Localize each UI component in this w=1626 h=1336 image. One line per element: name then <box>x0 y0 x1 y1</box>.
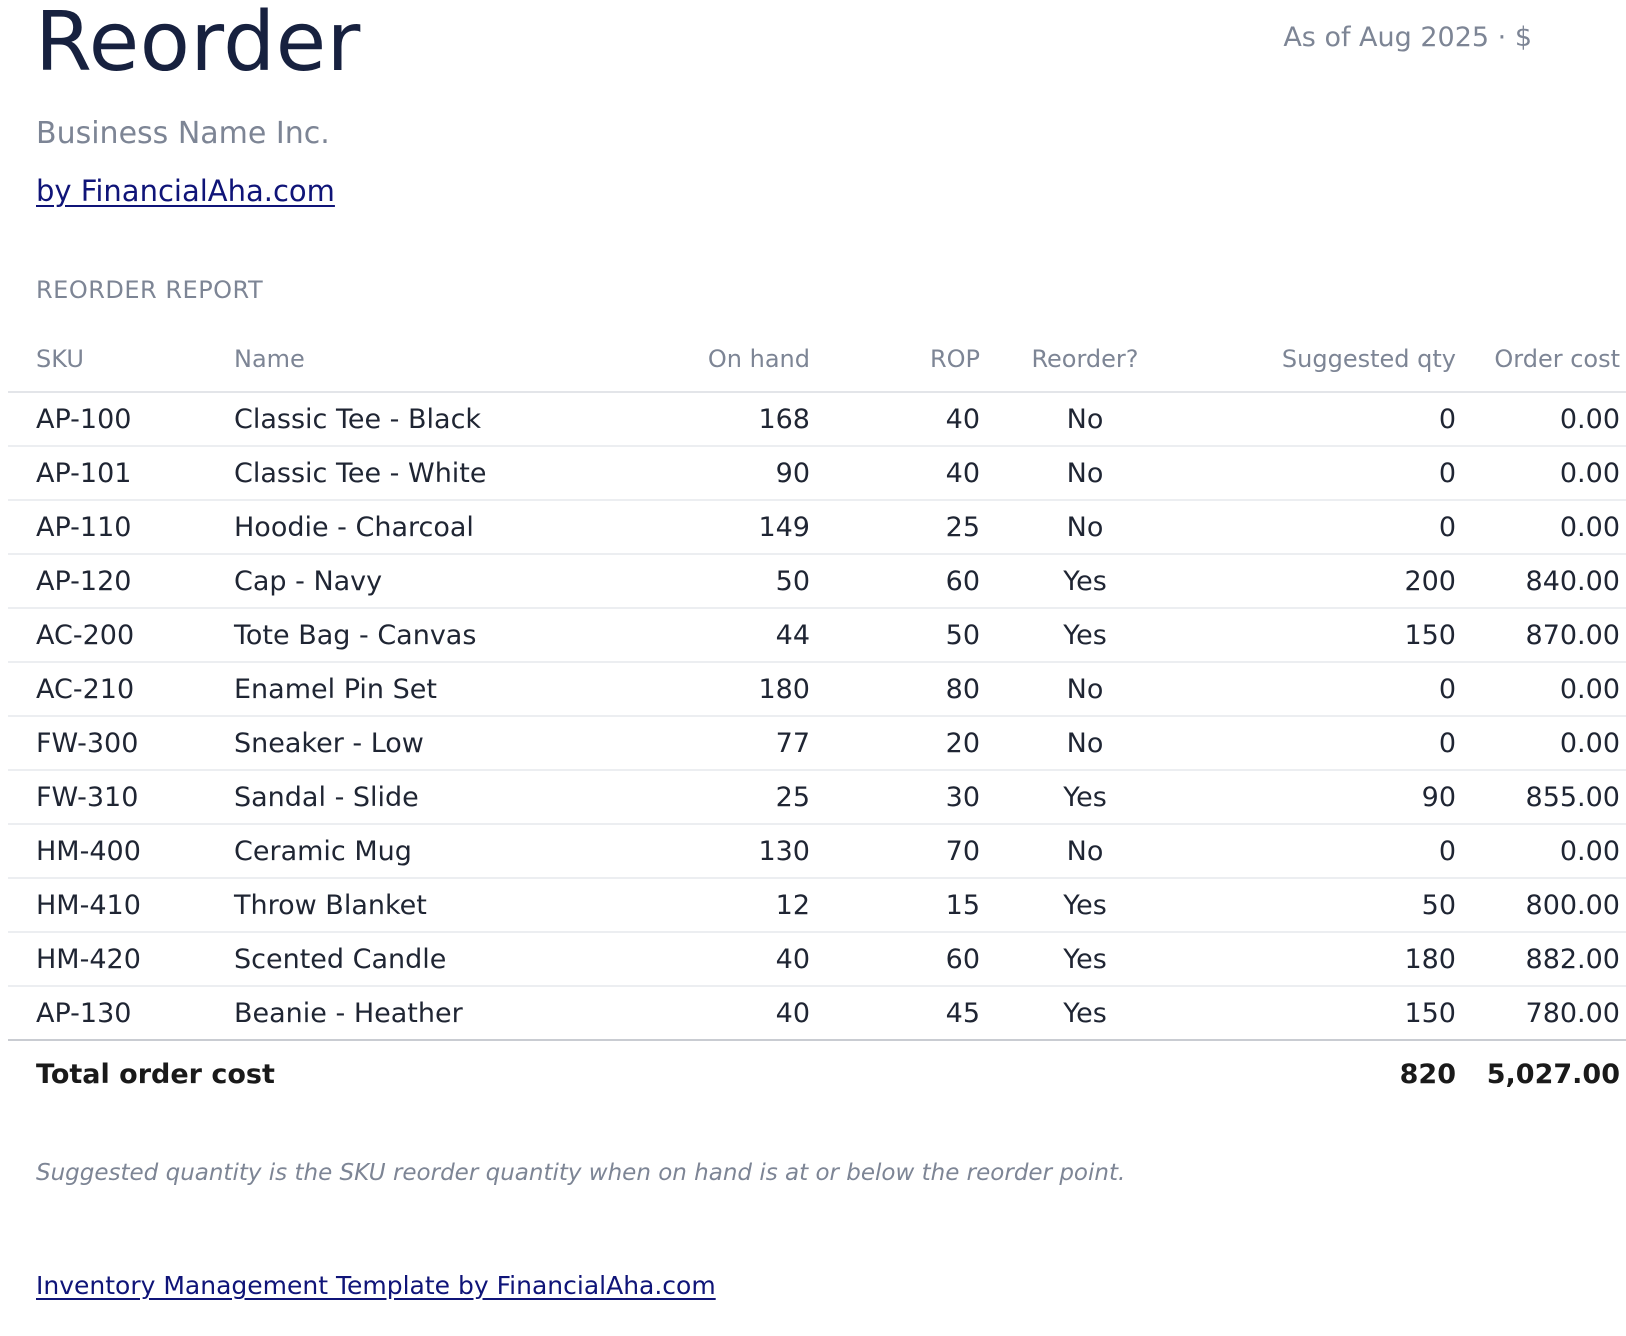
cell-name: Throw Blanket <box>234 878 554 932</box>
cell-sku: AP-130 <box>8 986 234 1040</box>
cell-reorder: No <box>980 392 1190 446</box>
cell-sku: HM-400 <box>8 824 234 878</box>
total-empty-reorder <box>980 1040 1190 1107</box>
cell-suggested-qty: 0 <box>1190 500 1456 554</box>
table-row <box>8 608 1626 662</box>
cell-on-hand: 130 <box>554 824 810 878</box>
total-label: Total order cost <box>36 1058 275 1090</box>
column-header-order-cost: Order cost <box>1456 331 1626 392</box>
cell-rop: 60 <box>810 554 980 608</box>
cell-name: Hoodie - Charcoal <box>234 500 554 554</box>
cell-suggested-qty: 50 <box>1190 878 1456 932</box>
cell-on-hand: 44 <box>554 608 810 662</box>
cell-rop: 80 <box>810 662 980 716</box>
company-name: Business Name Inc. <box>36 116 330 151</box>
cell-on-hand: 90 <box>554 446 810 500</box>
cell-reorder: No <box>980 662 1190 716</box>
total-row <box>8 1040 1626 1107</box>
cell-rop: 40 <box>810 392 980 446</box>
cell-name: Tote Bag - Canvas <box>234 608 554 662</box>
table-header-row <box>8 331 1626 392</box>
cell-sku: AC-210 <box>8 662 234 716</box>
cell-on-hand: 180 <box>554 662 810 716</box>
cell-name: Beanie - Heather <box>234 986 554 1040</box>
column-header-sku: SKU <box>8 331 234 392</box>
cell-order-cost: 0.00 <box>1456 824 1626 878</box>
cell-order-cost: 0.00 <box>1456 392 1626 446</box>
column-header-suggested-qty: Suggested qty <box>1190 331 1456 392</box>
cell-suggested-qty: 200 <box>1190 554 1456 608</box>
table-row <box>8 554 1626 608</box>
total-order-cost: 5,027.00 <box>1486 1058 1620 1090</box>
cell-reorder: No <box>980 716 1190 770</box>
as-of-date: As of Aug 2025 · $ <box>1283 22 1532 53</box>
cell-reorder: Yes <box>980 608 1190 662</box>
cell-order-cost: 0.00 <box>1456 446 1626 500</box>
cell-name: Ceramic Mug <box>234 824 554 878</box>
cell-sku: AP-101 <box>8 446 234 500</box>
cell-name: Scented Candle <box>234 932 554 986</box>
cell-reorder: Yes <box>980 878 1190 932</box>
cell-suggested-qty: 0 <box>1190 662 1456 716</box>
cell-on-hand: 50 <box>554 554 810 608</box>
table-row <box>8 824 1626 878</box>
cell-order-cost: 855.00 <box>1456 770 1626 824</box>
column-header-on-hand: On hand <box>554 331 810 392</box>
cell-sku: HM-420 <box>8 932 234 986</box>
table-row <box>8 662 1626 716</box>
cell-order-cost: 0.00 <box>1456 716 1626 770</box>
column-header-rop: ROP <box>810 331 980 392</box>
cell-on-hand: 77 <box>554 716 810 770</box>
byline-link[interactable]: by FinancialAha.com <box>36 174 335 208</box>
cell-rop: 25 <box>810 500 980 554</box>
table-row <box>8 446 1626 500</box>
cell-on-hand: 40 <box>554 932 810 986</box>
cell-reorder: No <box>980 500 1190 554</box>
cell-suggested-qty: 150 <box>1190 608 1456 662</box>
total-suggested-qty: 820 <box>1399 1058 1456 1090</box>
cell-sku: AP-120 <box>8 554 234 608</box>
footnote: Suggested quantity is the SKU reorder quantity when on hand is at or below the reorder point. <box>36 1160 1126 1186</box>
total-empty-rop <box>810 1040 980 1107</box>
cell-sku: FW-310 <box>8 770 234 824</box>
cell-suggested-qty: 90 <box>1190 770 1456 824</box>
cell-order-cost: 800.00 <box>1456 878 1626 932</box>
cell-on-hand: 40 <box>554 986 810 1040</box>
cell-reorder: Yes <box>980 932 1190 986</box>
cell-reorder: Yes <box>980 770 1190 824</box>
cell-rop: 70 <box>810 824 980 878</box>
cell-rop: 20 <box>810 716 980 770</box>
cell-name: Enamel Pin Set <box>234 662 554 716</box>
cell-on-hand: 168 <box>554 392 810 446</box>
cell-name: Classic Tee - White <box>234 446 554 500</box>
cell-sku: AP-100 <box>8 392 234 446</box>
cell-rop: 40 <box>810 446 980 500</box>
total-empty-on-hand <box>554 1040 810 1107</box>
cell-on-hand: 25 <box>554 770 810 824</box>
cell-order-cost: 780.00 <box>1456 986 1626 1040</box>
table-row <box>8 500 1626 554</box>
cell-reorder: Yes <box>980 554 1190 608</box>
page-title: Reorder <box>35 0 361 90</box>
cell-name: Sandal - Slide <box>234 770 554 824</box>
cell-rop: 60 <box>810 932 980 986</box>
cell-rop: 50 <box>810 608 980 662</box>
column-header-reorder: Reorder? <box>980 331 1190 392</box>
table-row <box>8 716 1626 770</box>
cell-order-cost: 0.00 <box>1456 662 1626 716</box>
cell-on-hand: 149 <box>554 500 810 554</box>
cell-order-cost: 840.00 <box>1456 554 1626 608</box>
footer-link[interactable]: Inventory Management Template by FinancialAha.com <box>36 1271 716 1300</box>
column-header-name: Name <box>234 331 554 392</box>
cell-order-cost: 0.00 <box>1456 500 1626 554</box>
table-row <box>8 986 1626 1040</box>
cell-sku: AC-200 <box>8 608 234 662</box>
cell-suggested-qty: 0 <box>1190 716 1456 770</box>
section-label: REORDER REPORT <box>36 276 264 304</box>
cell-name: Cap - Navy <box>234 554 554 608</box>
cell-rop: 45 <box>810 986 980 1040</box>
cell-suggested-qty: 180 <box>1190 932 1456 986</box>
cell-suggested-qty: 0 <box>1190 824 1456 878</box>
cell-order-cost: 882.00 <box>1456 932 1626 986</box>
cell-sku: AP-110 <box>8 500 234 554</box>
cell-suggested-qty: 0 <box>1190 446 1456 500</box>
reorder-table <box>8 331 1626 1107</box>
cell-rop: 15 <box>810 878 980 932</box>
cell-sku: FW-300 <box>8 716 234 770</box>
cell-name: Classic Tee - Black <box>234 392 554 446</box>
table-row <box>8 878 1626 932</box>
cell-rop: 30 <box>810 770 980 824</box>
table-row <box>8 770 1626 824</box>
table-body <box>8 392 1626 1040</box>
cell-reorder: No <box>980 824 1190 878</box>
cell-suggested-qty: 0 <box>1190 392 1456 446</box>
cell-name: Sneaker - Low <box>234 716 554 770</box>
cell-reorder: Yes <box>980 986 1190 1040</box>
cell-sku: HM-410 <box>8 878 234 932</box>
cell-reorder: No <box>980 446 1190 500</box>
cell-order-cost: 870.00 <box>1456 608 1626 662</box>
cell-on-hand: 12 <box>554 878 810 932</box>
table-row <box>8 392 1626 446</box>
table-row <box>8 932 1626 986</box>
cell-suggested-qty: 150 <box>1190 986 1456 1040</box>
